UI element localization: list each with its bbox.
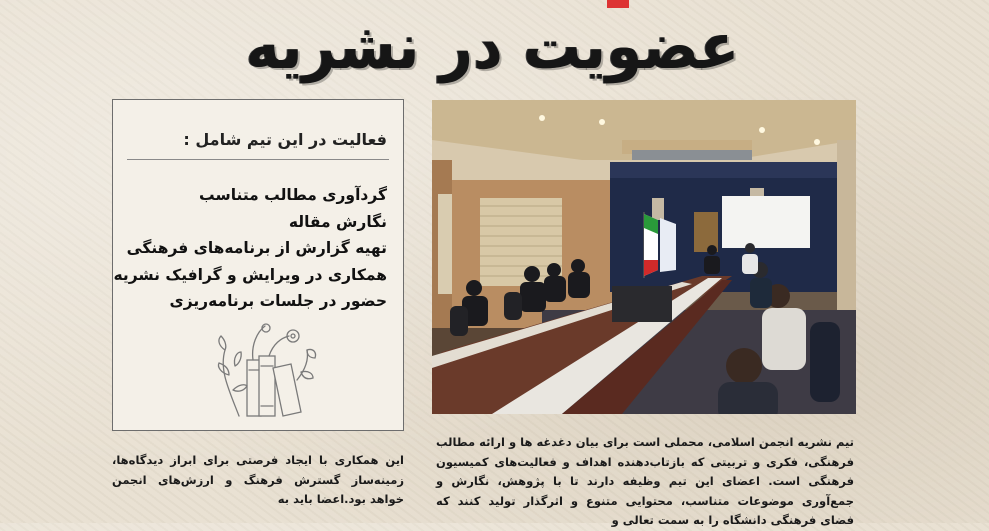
red-accent-mark [607, 0, 629, 8]
activities-list [113, 182, 387, 315]
activities-box [112, 99, 404, 431]
masthead-banner [160, 0, 825, 92]
list-item: همکاری در ویرایش و گرافیک نشریه [113, 265, 387, 284]
article-text-right: تیم نشریه انجمن اسلامی، محملی است برای بیان دغدغه ها و ارائه مطالب فرهنگی، فکری و تربیتی که بازتاب‌دهنده اهداف و فعالیت‌های کمیسیون فرهنگی است. اعضای این تیم وظیفه دارند تا با پژوهش، نگارش و جمع‌آوری موضوعات متناسب، محتوایی متنوع و اثرگذار تولید کنند که فضای فرهنگی دانشگاه را به سمت تعالی و [436, 435, 854, 527]
list-item: نگارش مقاله [288, 212, 387, 231]
page-title: عضویت در نشریه [245, 8, 740, 84]
title-divider [127, 159, 389, 160]
list-item: حضور در جلسات برنامه‌ریزی [169, 292, 387, 310]
article-text-left: این همکاری با ایجاد فرصتی برای ابراز دیدگاه‌ها، زمینه‌ساز گسترش فرهنگ و ارزش‌های انجمن خواهد بود.اعضا باید به [112, 453, 404, 506]
meeting-room-photo [432, 100, 856, 414]
list-item: گردآوری مطالب متناسب [199, 186, 387, 204]
activities-title: فعالیت در این تیم شامل : [183, 130, 387, 149]
list-item: تهیه گزارش از برنامه‌های فرهنگی [126, 239, 387, 257]
books-illustration-icon [209, 320, 319, 420]
